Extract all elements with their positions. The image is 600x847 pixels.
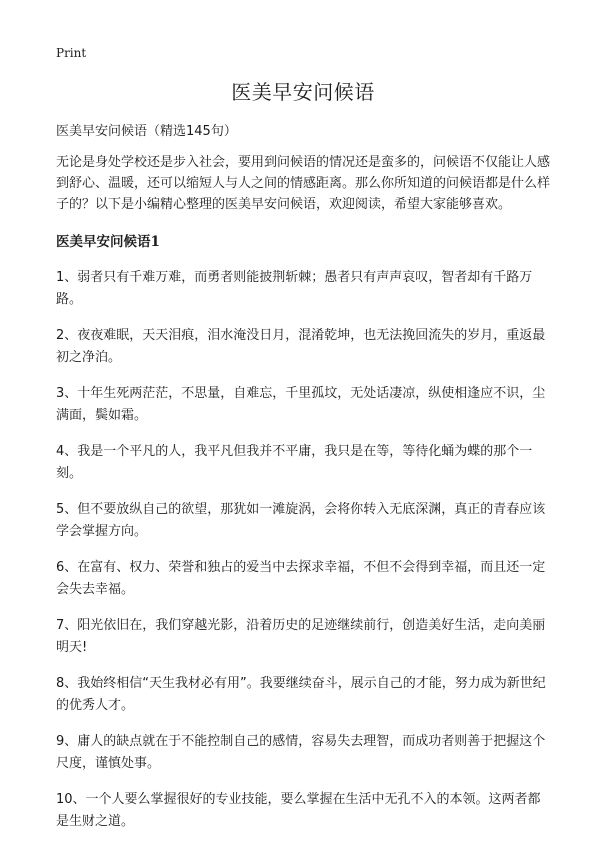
list-item: 2、夜夜难眠，天天泪痕，泪水淹没日月，混淆乾坤，也无法挽回流失的岁月，重返最初之净泊。 bbox=[56, 328, 546, 365]
list-item: 10、一个人要么掌握很好的专业技能，要么掌握在生活中无孔不入的本领。这两者都是生财之道。 bbox=[56, 792, 541, 829]
list-item: 9、庸人的缺点就在于不能控制自己的感情，容易失去理智，而成功者则善于把握这个尺度，谨慎处事。 bbox=[56, 734, 546, 771]
document-subtitle: 医美早安问候语（精选145句） bbox=[56, 124, 237, 139]
list-item: 1、弱者只有千难万难，而勇者则能披荆斩棘；愚者只有声声哀叹，智者却有千路万路。 bbox=[56, 270, 533, 307]
print-link[interactable]: Print bbox=[56, 46, 87, 60]
list-item: 3、十年生死两茫茫，不思量，自难忘，千里孤坟，无处话凄凉，纵使相逢应不识，尘满面，鬓如霜。 bbox=[56, 386, 546, 423]
list-item: 8、我始终相信“天生我材必有用”。我要继续奋斗，展示自己的才能，努力成为新世纪的优秀人才。 bbox=[56, 676, 546, 713]
entry-list bbox=[56, 267, 550, 832]
list-item: 7、阳光依旧在，我们穿越光影，沿着历史的足迹继续前行，创造美好生活，走向美丽明天! bbox=[56, 618, 546, 655]
intro-paragraph: 无论是身处学校还是步入社会，要用到问候语的情况还是蛮多的，问候语不仅能让人感到舒心、温暖，还可以缩短人与人之间的情感距离。那么你所知道的问候语都是什么样子的？以下是小编精心整理的医美早安问候语，欢迎阅读，希望大家能够喜欢。 bbox=[56, 155, 551, 212]
list-item: 4、我是一个平凡的人，我平凡但我并不平庸，我只是在等，等待化蛹为蝶的那个一刻。 bbox=[56, 444, 533, 481]
document-page bbox=[56, 76, 550, 847]
section-heading: 医美早安问候语1 bbox=[56, 234, 160, 250]
list-item: 6、在富有、权力、荣誉和独占的爱当中去探求幸福，不但不会得到幸福，而且还一定会失去幸福。 bbox=[56, 560, 546, 597]
page-title: 医美早安问候语 bbox=[231, 80, 375, 104]
list-item: 5、但不要放纵自己的欲望，那犹如一滩旋涡，会将你转入无底深渊，真正的青春应该学会掌握方向。 bbox=[56, 502, 546, 539]
